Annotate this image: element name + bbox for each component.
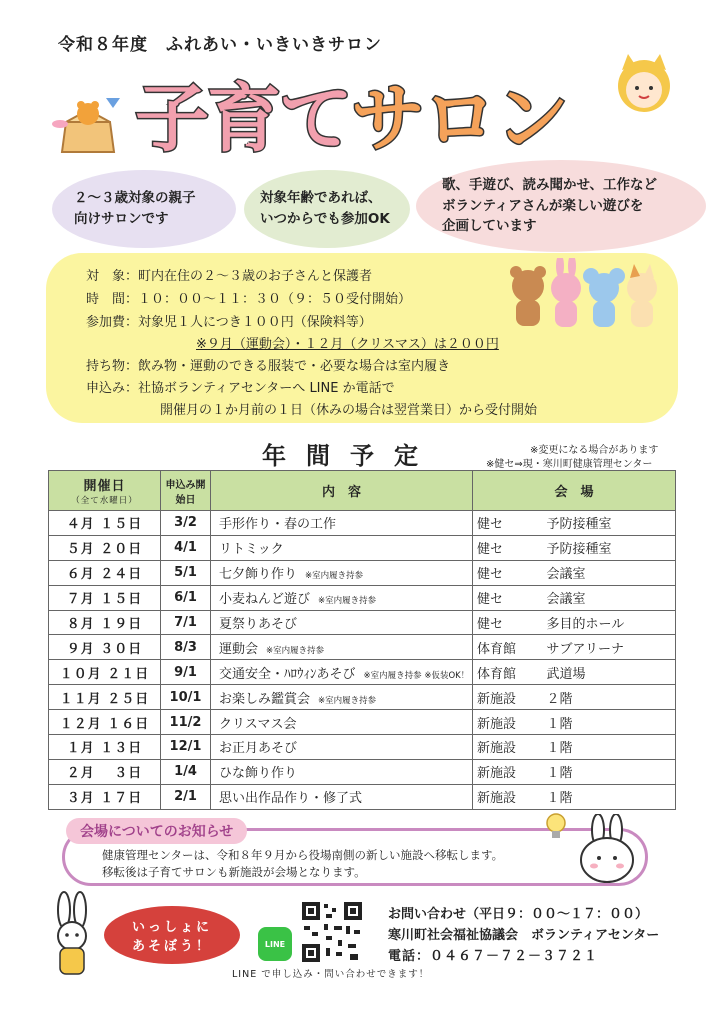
bubble-activities: 歌、手遊び、読み聞かせ、工作など ボランティアさんが楽しい遊びを 企画しています — [416, 160, 706, 252]
line-caption: LINE で申し込み・問い合わせできます！ — [232, 969, 430, 980]
line-logo-icon[interactable]: LINE — [258, 927, 292, 961]
notice-line-1: 健康管理センターは、令和８年９月から役場南側の新しい施設へ移転します。 — [102, 848, 504, 862]
rabbit-girl-icon — [44, 890, 100, 986]
table-row: １０月 ２１日 9/1 交通安全・ﾊﾛｳｨﾝあそび ※室内履き持参 ※仮装OK！ 体育館 武道場 — [49, 660, 676, 685]
table-row: ６月 ２４日 5/1 七夕飾り作り ※室内履き持参 健セ 会議室 — [49, 560, 676, 585]
contact-hours: お問い合わせ（平日９：００～１７：００） — [388, 907, 649, 922]
bubble-target-age: ２～３歳対象の親子 向けサロンです — [52, 170, 236, 248]
contact-organization: 寒川町社会福祉協議会 ボランティアセンター — [388, 928, 660, 943]
schedule-title: 年間予定 — [262, 442, 438, 470]
contact-phone: 電話：０４６７－７２－３７２１ — [388, 949, 599, 964]
table-row: ７月 １５日 6/1 小麦ねんど遊び ※室内履き持参 健セ 会議室 — [49, 585, 676, 610]
header-content: 内 容 — [211, 471, 473, 511]
title-part-1: 子育て — [135, 76, 351, 162]
info-target: 対 象：町内在住の２～３歳のお子さんと保護者 — [86, 269, 373, 284]
table-row: ３月 １７日 2/1 思い出作品作り・修了式 新施設 １階 — [49, 784, 676, 809]
info-time: 時 間：１０：００～１１：３０（９：５０受付開始） — [86, 292, 412, 307]
header-date: 開催日 （全て水曜日） — [49, 471, 161, 511]
table-row: １１月 ２５日 10/1 お楽しみ鑑賞会 ※室内履き持参 新施設 ２階 — [49, 685, 676, 710]
bubble-join-anytime: 対象年齢であれば、 いつからでも参加OK — [244, 170, 410, 248]
table-row: ５月 ２０日 4/1 リトミック 健セ 予防接種室 — [49, 535, 676, 560]
info-apply-2: 開催月の１か月前の１日（休みの場合は翌営業日）から受付開始 — [160, 403, 538, 418]
toy-box-icon — [48, 92, 128, 156]
table-row: ８月 １９日 7/1 夏祭りあそび 健セ 多目的ホール — [49, 610, 676, 635]
schedule-table — [48, 470, 676, 810]
table-row: １２月 １６日 11/2 クリスマス会 新施設 １階 — [49, 710, 676, 735]
notice-line-2: 移転後は子育てサロンも新施設が会場となります。 — [102, 865, 366, 879]
qr-code[interactable] — [300, 900, 364, 964]
invite-bubble: いっしょに あそぼう！ — [104, 906, 240, 964]
main-title — [135, 56, 567, 162]
table-row: １月 １３日 12/1 お正月あそび 新施設 １階 — [49, 735, 676, 760]
rabbit-icon — [574, 814, 640, 886]
header-subtitle: 令和８年度 ふれあい・いきいきサロン — [58, 35, 382, 55]
notice-title: 会場についてのお知らせ — [66, 818, 247, 844]
table-row: ２月 ３日 1/4 ひな飾り作り 新施設 １階 — [49, 759, 676, 784]
info-fee-note: ※９月（運動会）・１２月（クリスマス）は２００円 — [196, 337, 499, 352]
info-apply: 申込み：社協ボランティアセンターへ LINE か電話で — [86, 381, 395, 396]
header-start: 申込み開始日 — [161, 471, 211, 511]
title-part-2: サロン — [351, 76, 567, 162]
animal-friends-icon — [500, 258, 672, 334]
info-fee: 参加費：対象児１人につき１００円（保険料等） — [86, 315, 372, 330]
info-items: 持ち物：飲み物・運動のできる服装で・必要な場合は室内履き — [86, 359, 451, 374]
schedule-note-change: ※変更になる場合があります — [530, 445, 659, 456]
light-bulb-icon — [544, 812, 568, 842]
table-row: ９月 ３０日 8/3 運動会 ※室内履き持参 体育館 サブアリーナ — [49, 635, 676, 660]
girl-face-icon — [612, 52, 676, 116]
table-row: ４月 １５日 3/2 手形作り・春の工作 健セ 予防接種室 — [49, 511, 676, 536]
header-venue: 会 場 — [473, 471, 676, 511]
schedule-note-venue: ※健セ⇒現・寒川町健康管理センター — [486, 459, 653, 470]
